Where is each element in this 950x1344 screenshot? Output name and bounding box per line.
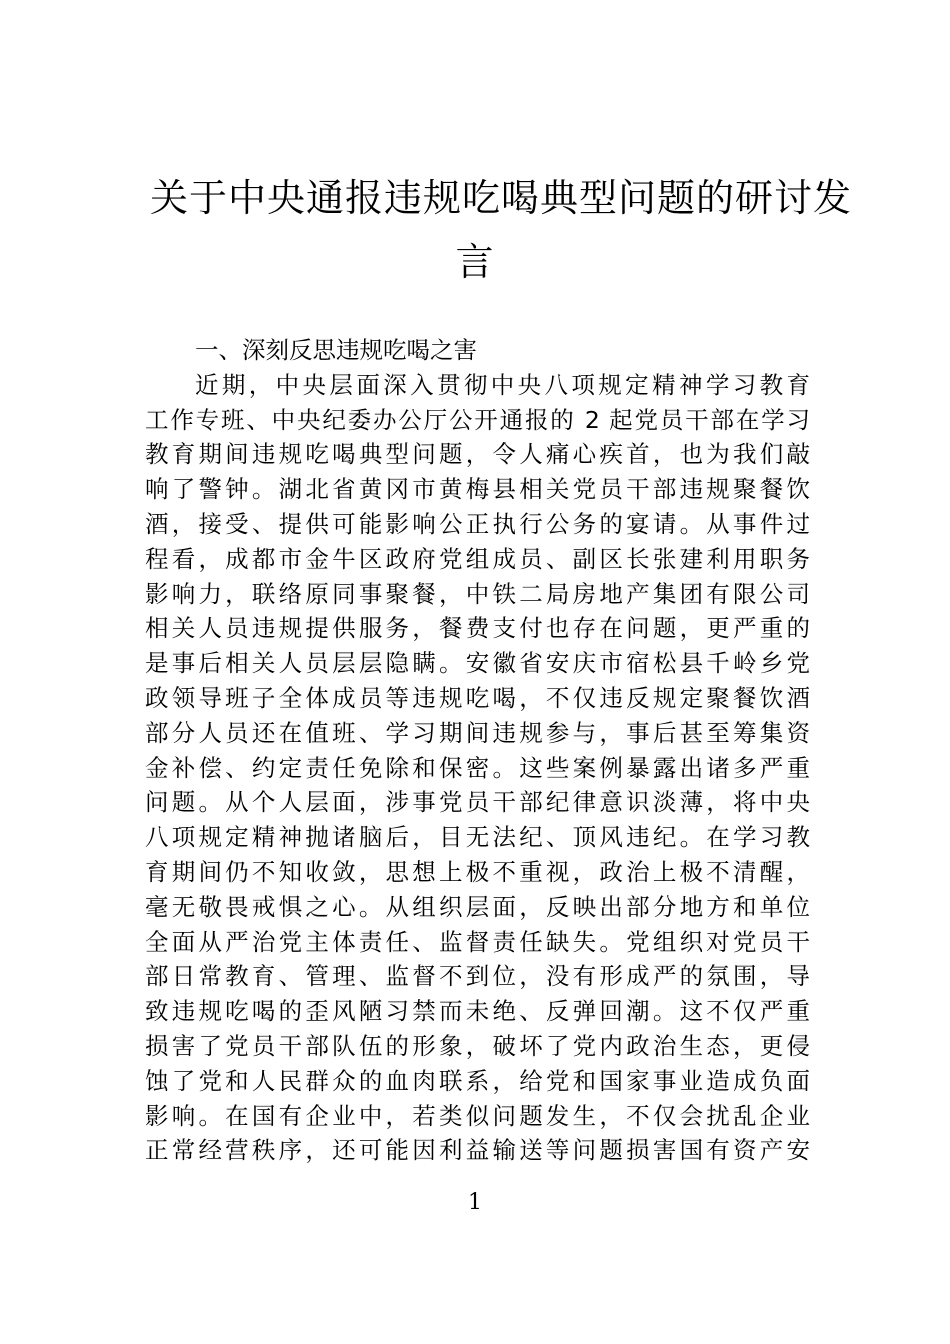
paragraph-line-18: 部日常教育、管理、监督不到位，没有形成严的氛围，导 — [145, 962, 810, 991]
document-title — [150, 166, 853, 294]
body-paragraph — [145, 368, 810, 1168]
paragraph-line-10: 政领导班子全体成员等违规吃喝，不仅违反规定聚餐饮酒 — [145, 683, 810, 712]
paragraph-line-6: 程看，成都市金牛区政府党组成员、副区长张建利用职务 — [145, 544, 810, 573]
paragraph-line-21: 蚀了党和人民群众的血肉联系，给党和国家事业造成负面 — [145, 1066, 810, 1095]
paragraph-line-13: 问题。从个人层面，涉事党员干部纪律意识淡薄，将中央 — [145, 788, 810, 817]
title-line-1: 关于中央通报违规吃喝典型问题的研讨发 — [150, 176, 853, 220]
paragraph-line-12: 金补偿、约定责任免除和保密。这些案例暴露出诸多严重 — [145, 753, 810, 782]
paragraph-line-15: 育期间仍不知收敛，思想上极不重视，政治上极不清醒， — [145, 857, 810, 886]
section-heading: 一、深刻反思违规吃喝之害 — [195, 336, 477, 364]
paragraph-line-23: 正常经营秩序，还可能因利益输送等问题损害国有资产安 — [145, 1136, 810, 1165]
page-number: 1 — [468, 1190, 482, 1215]
paragraph-line-1: 近期，中央层面深入贯彻中央八项规定精神学习教育 — [195, 370, 810, 399]
title-line-2: 言 — [455, 240, 495, 284]
paragraph-line-20: 损害了党员干部队伍的形象，破坏了党内政治生态，更侵 — [145, 1031, 810, 1060]
paragraph-line-3: 教育期间违规吃喝典型问题，令人痛心疾首，也为我们敲 — [145, 440, 810, 469]
paragraph-line-8: 相关人员违规提供服务，餐费支付也存在问题，更严重的 — [145, 614, 810, 643]
paragraph-line-4: 响了警钟。湖北省黄冈市黄梅县相关党员干部违规聚餐饮 — [145, 475, 810, 504]
paragraph-line-11: 部分人员还在值班、学习期间违规参与，事后甚至筹集资 — [145, 718, 810, 747]
paragraph-line-5: 酒，接受、提供可能影响公正执行公务的宴请。从事件过 — [145, 509, 810, 538]
paragraph-line-19: 致违规吃喝的歪风陋习禁而未绝、反弹回潮。这不仅严重 — [145, 997, 810, 1026]
paragraph-line-17: 全面从严治党主体责任、监督责任缺失。党组织对党员干 — [145, 927, 810, 956]
paragraph-line-16: 毫无敬畏戒惧之心。从组织层面，反映出部分地方和单位 — [145, 892, 810, 921]
paragraph-line-2: 工作专班、中央纪委办公厅公开通报的 2 起党员干部在学习 — [145, 405, 810, 434]
document-body — [145, 333, 810, 1168]
paragraph-line-7: 影响力，联络原同事聚餐，中铁二局房地产集团有限公司 — [145, 579, 810, 608]
paragraph-line-9: 是事后相关人员层层隐瞒。安徽省安庆市宿松县千岭乡党 — [145, 649, 810, 678]
paragraph-line-14: 八项规定精神抛诸脑后，目无法纪、顶风违纪。在学习教 — [145, 823, 810, 852]
paragraph-line-22: 影响。在国有企业中，若类似问题发生，不仅会扰乱企业 — [145, 1101, 810, 1130]
